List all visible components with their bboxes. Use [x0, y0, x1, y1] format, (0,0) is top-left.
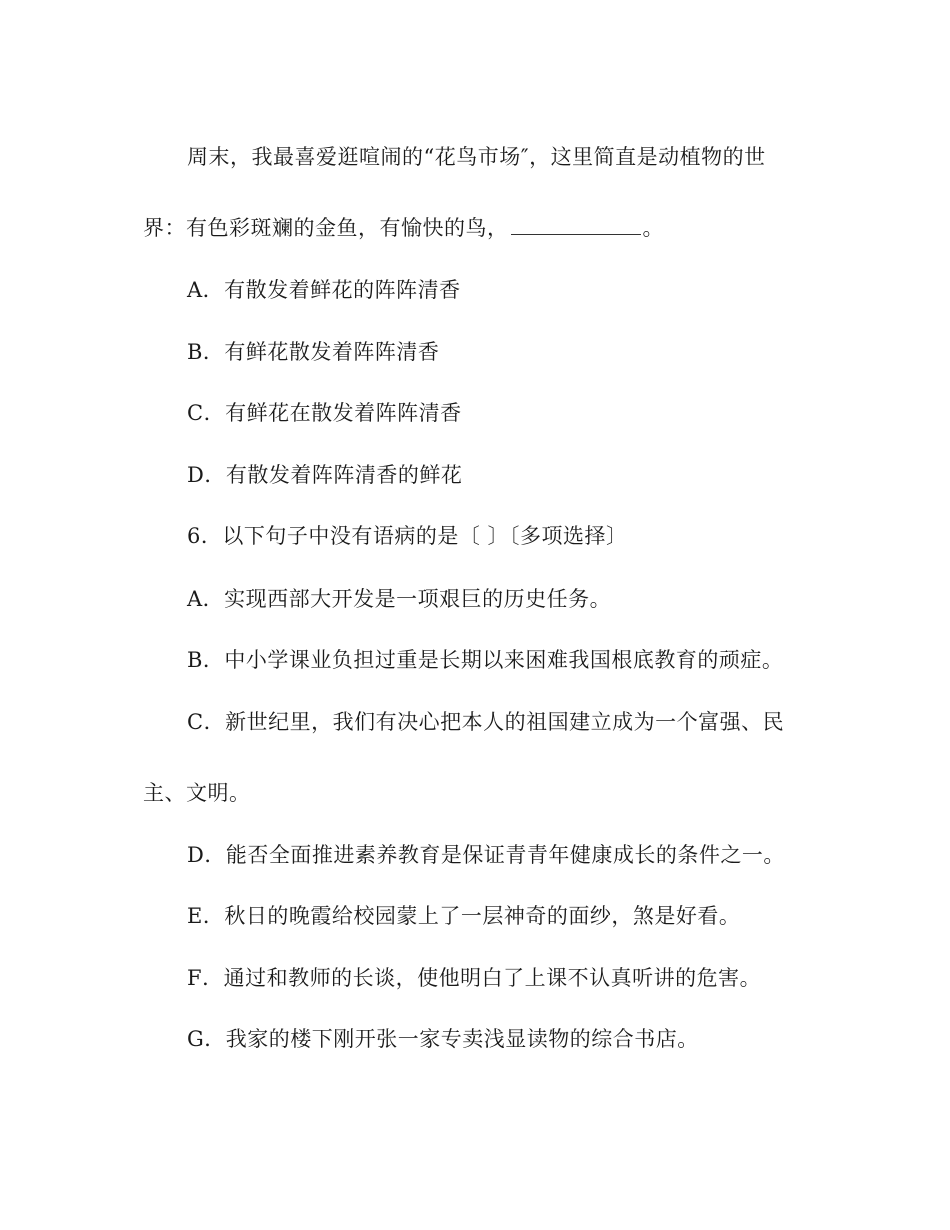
q6-option-g: G．我家的楼下刚开张一家专卖浅显读物的综合书店。: [187, 1027, 699, 1051]
q6-option-f: F．通过和教师的长谈，使他明白了上课不认真听讲的危害。: [187, 966, 762, 990]
answer-blank: [511, 216, 641, 235]
q5-option-a: A．有散发着鲜花的阵阵清香: [187, 278, 461, 302]
q6-option-e: E．秋日的晚霞给校园蒙上了一层神奇的面纱，煞是好看。: [187, 904, 741, 928]
q6-stem: 6．以下句子中没有语病的是〔 〕〔多项选择〕: [187, 524, 628, 548]
q6-option-c-line1: C．新世纪里，我们有决心把本人的祖国建立成为一个富强、民: [187, 710, 785, 734]
q5-stem-line2-text: 界：有色彩斑斓的金鱼，有愉快的鸟，: [143, 216, 509, 240]
q5-stem-line2-end: 。: [642, 216, 664, 240]
q6-option-d: D．能否全面推进素养教育是保证青青年健康成长的条件之一。: [187, 843, 785, 867]
q5-option-d: D．有散发着阵阵清香的鲜花: [187, 463, 463, 487]
q6-option-c-line2: 主、文明。: [143, 781, 251, 805]
q6-option-b: B．中小学课业负担过重是长期以来困难我国根底教育的顽症。: [187, 648, 784, 672]
q6-option-a: A．实现西部大开发是一项艰巨的历史任务。: [187, 587, 612, 611]
q5-option-c: C．有鲜花在散发着阵阵清香: [187, 401, 462, 425]
q5-stem-line2: [143, 214, 664, 242]
q5-stem-line1: 周末，我最喜爱逛喧闹的“花鸟市场″，这里简直是动植物的世: [187, 145, 766, 169]
q5-option-b: B．有鲜花散发着阵阵清香: [187, 340, 440, 364]
